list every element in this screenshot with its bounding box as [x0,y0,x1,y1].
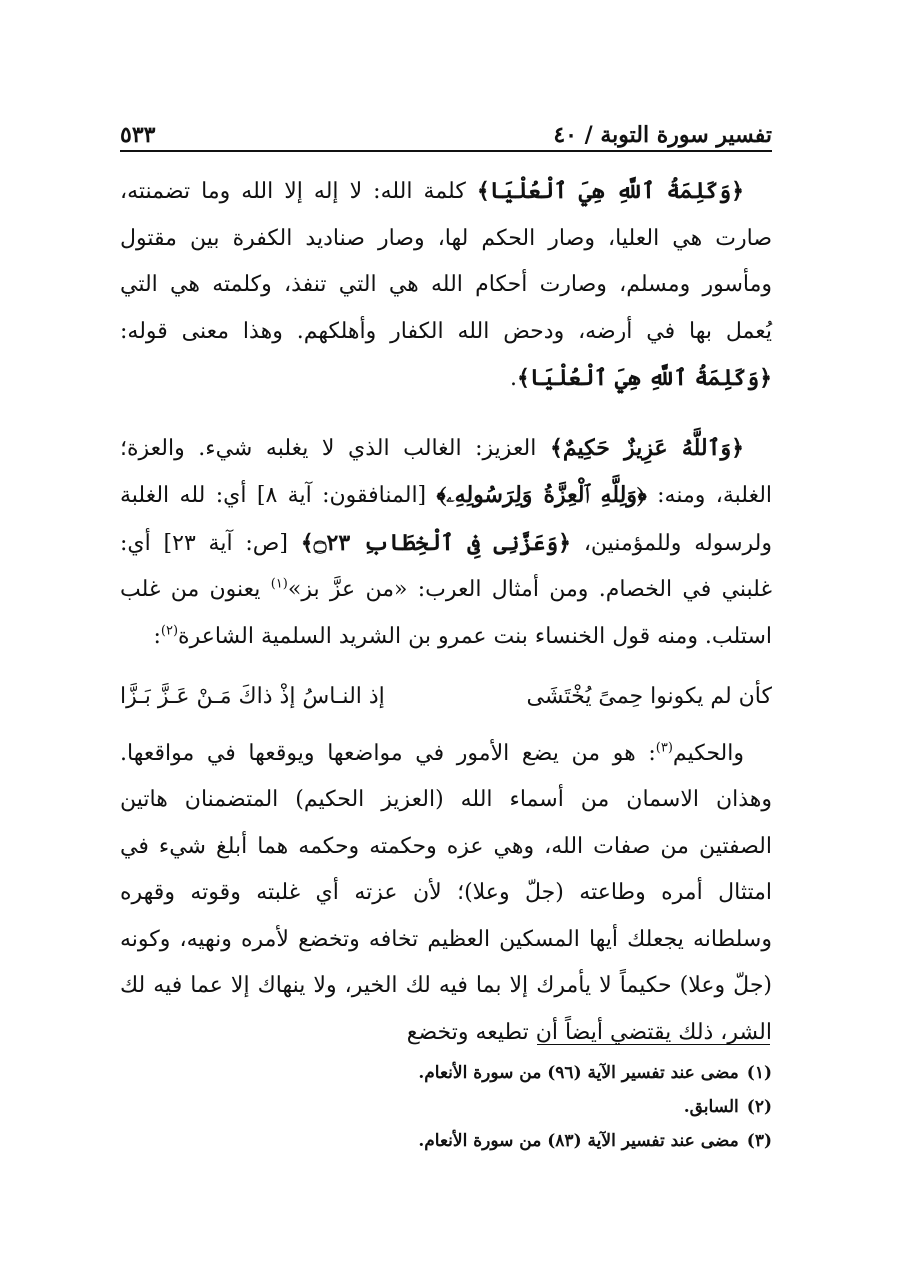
quran-quote: ﴿وَعَزَّنِى فِى ٱلْخِطَابِ ۝٢٣﴾ [300,529,572,556]
poetry-verse [120,674,772,721]
footnote [120,1124,772,1158]
text-run: كلمة الله: لا إله إلا الله وما تضمنته، صارت هي العليا، وصار الحكم لها، وصار صناديد الكفرة بين مقتول ومأسور ومسلم، وصارت أحكام الله هي التي تنفذ، وكلمته هي التي يُعمل بها في أرضه، ودحض الله الكفار وأهلكهم. وهذا معنى قوله: [120,179,772,344]
text-run: : هو من يضع الأمور في مواضعها ويوقعها في مواقعها. وهذان الاسمان من أسماء الله (العزيز الحكيم) المتضمنان هاتين الصفتين من صفات الله، وهي عزه وحكمته وحكمه هما أبلغ شيء في امتثال أمره وطاعته (جلّ وعلا)؛ لأن عزته أي غلبته وقوته وقهره وسلطانه يجعلك أيها المسكين العظيم تخافه وتخضع لأمره ونهيه، وكونه (جلّ وعلا) حكيماً لا يأمرك إلا بما فيه لك الخير، ولا ينهاك إلا عما فيه لك الشر، ذلك يقتضي أيضاً أن تطيعه وتخضع [120,740,772,1045]
footnote-text: مضى عند تفسير الآية (٩٦) من سورة الأنعام. [418,1063,739,1083]
quran-quote: ﴿وَكَلِمَةُ ٱللَّهِ هِيَ ٱلْعُلْيَا﴾ [516,365,772,391]
header-rule [120,150,772,152]
text-run: . [509,366,517,391]
paragraph-2 [120,425,772,661]
text-run: يعنون من غلب استلب. ومنه قول الخنساء بنت عمرو بن الشريد السلمية الشاعرة [120,577,772,649]
quran-quote: ﴿وَٱللَّهُ عَزِيزٌ حَكِيمٌ﴾ [549,434,745,461]
footnote-number: (١) [746,1063,772,1083]
footnote [120,1090,772,1124]
footnote-rule [537,1044,770,1045]
text-run: [المنافقون: آية ٨] أي: لله الغلبة ولرسوله وللمؤمنين، [120,483,772,556]
verse-second-hemistich: إذ النـاسُ إذْ ذاكَ مَـنْ عَـزَّ بَـزَّا [120,684,385,709]
paragraph-3 [120,731,772,1057]
footnote [120,1056,772,1090]
quran-quote: ﴿وَلِلَّهِ ٱلْعِزَّةُ وَلِرَسُولِهِۦ﴾ [436,482,647,508]
running-header [120,108,772,148]
footnote-text: مضى عند تفسير الآية (٨٣) من سورة الأنعام. [418,1131,739,1151]
text-run: العزيز: الغالب الذي لا يغلبه شيء. والعزة؛ الغلبة، ومنه: [120,435,773,508]
footnote-number: (٢) [746,1097,772,1117]
text-run: [ص: آية ٢٣] أي: غلبني في الخصام. ومن أمثال العرب: «من عزَّ بز» [120,530,772,602]
page-number: ٥٣٣ [120,122,156,148]
paragraph-1 [120,168,772,403]
footnote-marker: (٢) [160,623,179,639]
footnote-number: (٣) [746,1131,772,1151]
text-run: والحكيم [672,740,744,766]
text-run: : [153,623,161,649]
footnote-marker: (١) [270,576,288,592]
running-title: تفسير سورة التوبة / ٤٠ [553,122,772,148]
main-text [120,168,772,1056]
footnotes [120,1056,772,1158]
footnote-text: السابق. [683,1097,739,1117]
verse-first-hemistich: كأن لم يكونوا حِمىً يُخْتَشَى [526,684,772,709]
footnote-marker: (٣) [655,740,673,756]
quran-quote: ﴿وَكَلِمَةُ ٱللَّهِ هِيَ ٱلْعُلْيَا﴾ [476,178,745,204]
